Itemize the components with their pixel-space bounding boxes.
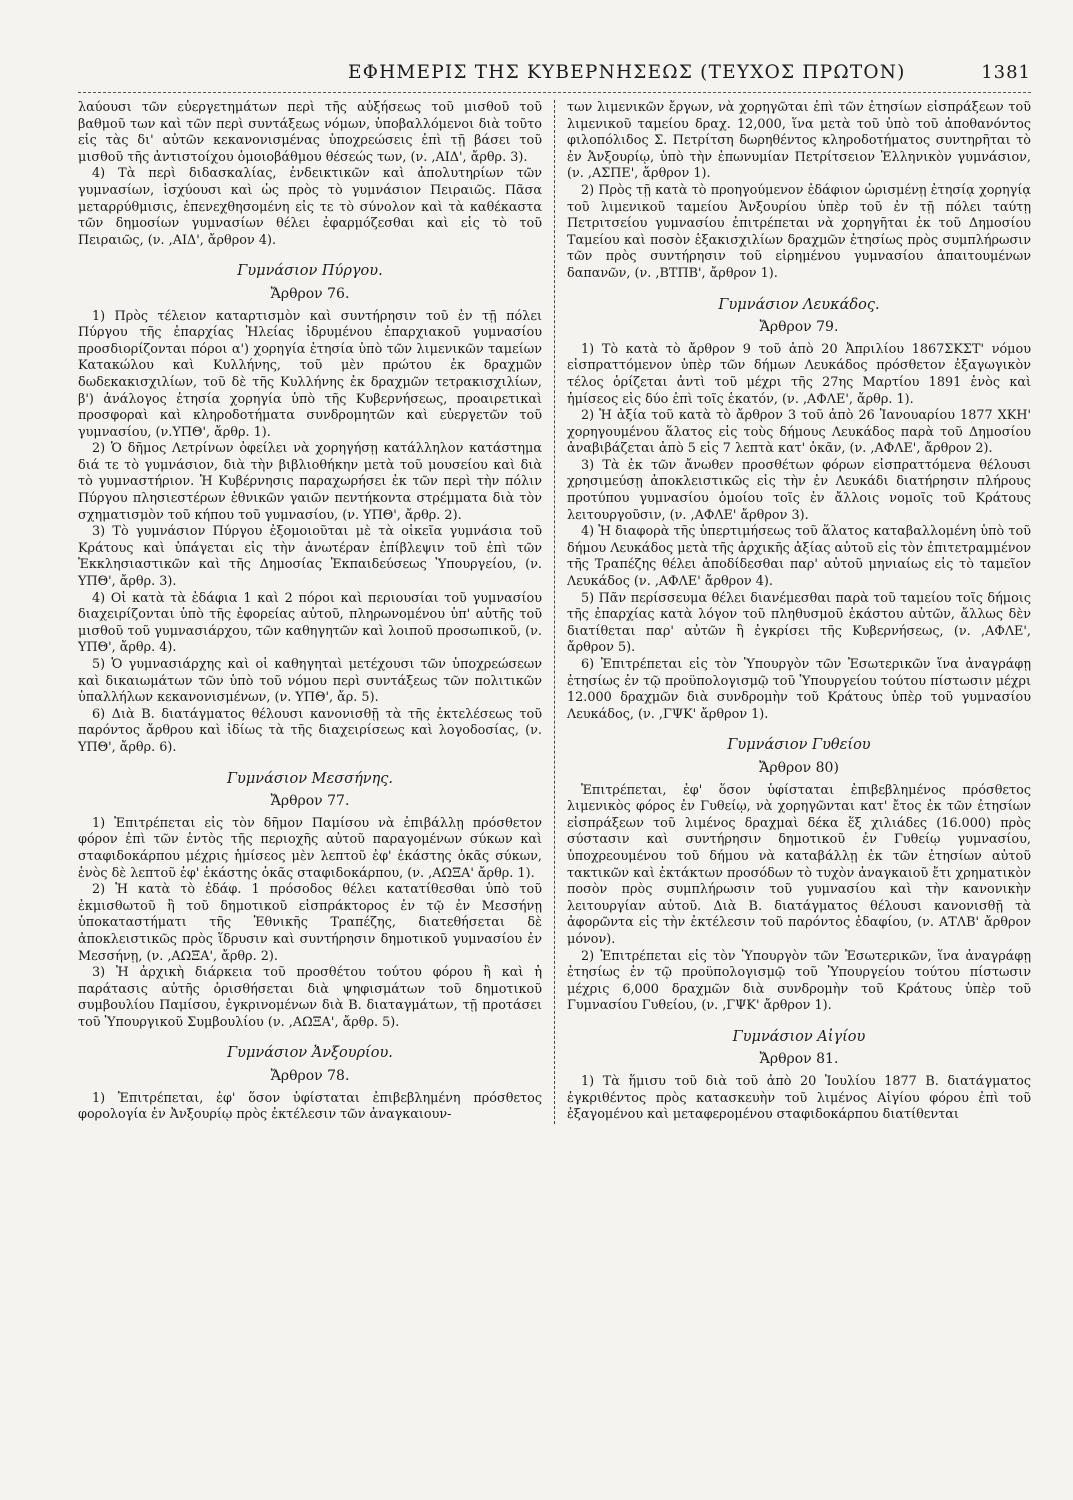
article-number: Ἄρθρον 77. xyxy=(270,793,350,810)
paragraph: 2) Ἡ κατὰ τὸ ἐδάφ. 1 πρόσοδος θέλει κατατίθεσθαι ὑπὸ τοῦ ἐκμισθωτοῦ ἢ τοῦ δημοτικοῦ εἰσπράκτορος ἐν τῷ ἐν Μεσσήνῃ ὑποκαταστήματι τῆς Ἐθνικῆς Τραπέζης, διατεθήσεται δὲ ἀποκλειστικῶς πρὸς ἵδρυσιν καὶ συντήρησιν δημοτικοῦ γυμνασίου ἐν Μεσσήνῃ, (ν. ,ΑΩΞΑ', ἄρθρ. 2). xyxy=(78,882,542,964)
page-header xyxy=(78,0,1031,82)
section-heading: Γυμνάσιον Πύργου. xyxy=(237,263,383,280)
paragraph: 2) Ὁ δῆμος Λετρίνων ὀφείλει νὰ χορηγήσῃ κατάλληλον κατάστημα διά τε τὸ γυμνάσιον, διὰ τὴν βιβλιοθήκην μετὰ τοῦ μουσείου καὶ διὰ τὸ γυμναστήριον. Ἡ Κυβέρνησις παραχωρήσει ἐκ τῶν περὶ τὴν πόλιν Πύργου πλησιεστέρων ἐθνικῶν γαιῶν πεντήκοντα στρέμματα διὰ τὸν σχηματισμὸν τοῦ κήπου τοῦ γυμνασίου, (ν. ΥΠΘ', ἄρθρ. 2). xyxy=(78,441,542,523)
paragraph: 2) Ἡ ἀξία τοῦ κατὰ τὸ ἄρθρον 3 τοῦ ἀπὸ 26 Ἰανουαρίου 1877 ΧΚΗ' χορηγουμένου ἅλατος εἰς τοὺς δήμους Λευκάδος παρὰ τοῦ Δημοσίου ἀναβιβάζεται ἀπὸ 5 εἰς 7 λεπτὰ κατ' ὀκᾶν, (ν. ,ΑΦΛΕ', ἄρθρον 2). xyxy=(567,408,1031,457)
article-number: Ἄρθρον 78. xyxy=(270,1068,350,1085)
paragraph: 1) Τὰ ἥμισυ τοῦ διὰ τοῦ ἀπὸ 20 Ἰουλίου 1877 Β. διατάγματος ἐγκριθέντος πρὸς κατασκευὴν τοῦ λιμένος Αἰγίου φόρου ἐπὶ τοῦ ἐξαγομένου καὶ μεταφερομένου σταφιδοκάρπου διατίθενται xyxy=(567,1074,1031,1123)
left-column xyxy=(78,100,554,1124)
paragraph: 4) Ἡ διαφορὰ τῆς ὑπερτιμήσεως τοῦ ἅλατος καταβαλλομένη ὑπὸ τοῦ δήμου Λευκάδος μετὰ τῆς ἀρχικῆς ἀξίας αὐτοῦ εἰς τὸν ἐπιτετραμμένον τῆς Τραπέζης θέλει ἀποδίδεσθαι παρ' αὐτοῦ μηνιαίως εἰς τὸ ταμεῖον Λευκάδος (ν. ,ΑΦΛΕ' ἄρθρον 4). xyxy=(567,524,1031,590)
paragraph: 1) Ἐπιτρέπεται εἰς τὸν δῆμον Παμίσου νὰ ἐπιβάλλῃ πρόσθετον φόρον ἐπὶ τῶν ἐντὸς τῆς περιοχῆς αὐτοῦ παραγομένων σύκων καὶ σταφιδοκάρπου μέχρις ἡμίσεος μὲν λεπτοῦ ἐφ' ἑκάστης ὀκᾶς σύκων, ἑνὸς δὲ λεπτοῦ ἐφ' ἑκάστης ὀκᾶς σταφιδοκάρπου, (ν. ,ΑΩΞΑ' ἄρθρ. 1). xyxy=(78,815,542,881)
paragraph: 6) Διὰ Β. διατάγματος θέλουσι κανονισθῇ τὰ τῆς ἐκτελέσεως τοῦ παρόντος ἄρθρου καὶ ἰδίως τὰ τῆς διαχειρίσεως καὶ λογοδοσίας, (ν. ΥΠΘ', ἄρθρ. 6). xyxy=(78,706,542,755)
article-number: Ἄρθρον 79. xyxy=(759,319,839,336)
paragraph: 3) Τὸ γυμνάσιον Πύργου ἐξομοιοῦται μὲ τὰ οἰκεῖα γυμνάσια τοῦ Κράτους καὶ ὑπάγεται εἰς τὴν ἀνωτέραν ἐπίβλεψιν τοῦ ἐπὶ τῶν Ἐκκλησιαστικῶν καὶ τῆς Δημοσίας Ἐκπαιδεύσεως Ὑπουργείου, (ν. ΥΠΘ', ἄρθρ. 3). xyxy=(78,524,542,590)
article-number: Ἄρθρον 81. xyxy=(759,1051,839,1068)
paragraph: 2) Πρὸς τῇ κατὰ τὸ προηγούμενον ἐδάφιον ὡρισμένῃ ἐτησίᾳ χορηγίᾳ τοῦ λιμενικοῦ ταμείου Ἀνξουρίου ὑπὲρ τοῦ ἐν τῇ πόλει ταύτῃ Πετριτσείου γυμνασίου ἐπιτρέπεται νὰ χορηγῆται ἐκ τοῦ Δημοσίου Ταμείου καὶ ποσὸν ἑξακισχιλίων δραχμῶν ἐτησίως πρὸς συμπλήρωσιν τῶν πρὸς συντήρησιν τοῦ εἰρημένου γυμνασίου ἀπαιτουμένων δαπανῶν, (ν. ,ΒΤΠΒ', ἄρθρον 1). xyxy=(567,182,1031,281)
paragraph: 2) Ἐπιτρέπεται εἰς τὸν Ὑπουργὸν τῶν Ἐσωτερικῶν, ἵνα ἀναγράφῃ ἐτησίως ἐν τῷ προϋπολογισμῷ τοῦ Ὑπουργείου τούτου πίστωσιν μέχρις 6,000 δραχμῶν διὰ συνδρομὴν τοῦ Κράτους ὑπὲρ τοῦ Γυμνασίου Γυθείου, (ν. ,ΓΨΚ' ἄρθρον 1). xyxy=(567,948,1031,1014)
header-title: ΕΦΗΜΕΡΙΣ ΤΗΣ ΚΥΒΕΡΝΗΣΕΩΣ (ΤΕΥΧΟΣ ΠΡΩΤΟΝ) xyxy=(348,62,906,83)
paragraph: 1) Πρὸς τέλειον καταρτισμὸν καὶ συντήρησιν τοῦ ἐν τῇ πόλει Πύργου τῆς ἐπαρχίας Ἠλείας ἱδρυμένου ἐπαρχιακοῦ γυμνασίου προσδιορίζονται πόροι α') χορηγία ἐτησία ὑπὸ τῶν λιμενικῶν ταμείων Κατακώλου καὶ Κυλλήνης, τοῦ μὲν πρώτου ἐκ δραχμῶν δωδεκακισχιλίων, τοῦ δὲ τῆς Κυλλήνης ἐκ δραχμῶν τετρακισχιλίων, β') ἀνάλογος ἐτησία χορηγία ὑπὸ τῆς Κυβερνήσεως, προαιρετικαὶ προσφοραὶ καὶ κληροδοτήματα συνδρομητῶν καὶ εὐεργετῶν τοῦ γυμνασίου, (ν.ΥΠΘ', ἄρθρ. 1). xyxy=(78,308,542,440)
paragraph: 5) Ὁ γυμνασιάρχης καὶ οἱ καθηγηταὶ μετέχουσι τῶν ὑποχρεώσεων καὶ δικαιωμάτων τῶν ὑπὸ τοῦ νόμου περὶ συντάξεως τῶν πολιτικῶν ὑπαλλήλων κεκανονισμένων, (ν. ΥΠΘ', ἄρ. 5). xyxy=(78,657,542,706)
paragraph: 1) Ἐπιτρέπεται, ἐφ' ὅσον ὑφίσταται ἐπιβεβλημένη πρόσθετος φορολογία ἐν Ἀνξουρίῳ πρὸς ἐκτέλεσιν τῶν ἀναγκαιουν- xyxy=(78,1090,542,1123)
paragraph: 4) Τὰ περὶ διδασκαλίας, ἐνδεικτικῶν καὶ ἀπολυτηρίων τῶν γυμνασίων, ἰσχύουσι καὶ ὡς πρὸς τὸ γυμνάσιον Πειραιῶς. Πᾶσα μεταρρύθμισις, ἐπενεχθησομένη εἰς τε τὸ σύνολον καὶ τὰ καθέκαστα τῶν δημοσίων γυμνασίων θέλει ἐφαρμόζεσθαι καὶ εἰς τὸ τοῦ Πειραιῶς, (ν. ,ΑΙΔ', ἄρθρον 4). xyxy=(78,166,542,248)
right-column xyxy=(554,100,1031,1124)
paragraph: 3) Ἡ ἀρχικὴ διάρκεια τοῦ προσθέτου τούτου φόρου ἢ καὶ ἡ παράτασις αὐτῆς ὁρισθήσεται διὰ ψηφισμάτων τοῦ δημοτικοῦ συμβουλίου Παμίσου, ἐγκρινομένων διὰ Β. διαταγμάτων, τῇ προτάσει τοῦ Ὑπουργικοῦ Συμβουλίου (ν. ,ΑΩΞΑ', ἄρθρ. 5). xyxy=(78,965,542,1030)
paragraph: 3) Τὰ ἐκ τῶν ἄνωθεν προσθέτων φόρων εἰσπραττόμενα θέλουσι χρησιμεύσῃ ἀποκλειστικῶς εἰς τὴν ἐν Λευκάδι διατήρησιν πλήρους προτύπου γυμνασίου ὁμοίου τοῖς ἐν ἄλλοις νομοῖς τοῦ Κράτους λειτουργοῦσιν, (ν. ,ΑΦΛΕ' ἄρθρον 3). xyxy=(567,457,1031,523)
header-rule xyxy=(78,92,1031,93)
text-columns xyxy=(78,100,1031,1124)
section-heading: Γυμνάσιον Μεσσήνης. xyxy=(227,770,393,787)
section-heading: Γυμνάσιον Γυθείου xyxy=(727,737,871,754)
article-number: Ἄρθρον 80) xyxy=(759,759,839,776)
paragraph: Ἐπιτρέπεται, ἐφ' ὅσον ὑφίσταται ἐπιβεβλημένος πρόσθετος λιμενικὸς φόρος ἐν Γυθείῳ, νὰ χορηγῶνται κατ' ἔτος ἐκ τῶν ἐτησίων εἰσπράξεων τοῦ λιμένος δραχμαὶ δέκα ἕξ χιλιάδες (16.000) πρὸς σύστασιν καὶ συντήρησιν δημοτικοῦ ἐν Γυθείῳ γυμνασίου, ὑποχρεουμένου τοῦ δήμου νὰ καταβάλλῃ ἐκ τῶν ἐτησίων αὐτοῦ τακτικῶν καὶ ἐκτάκτων προσόδων τὸ τυχὸν ἀναγκαιοῦ ἔτι χρηματικὸν ποσὸν πρὸς συμπλήρωσιν τοῦ γυμνασίου καὶ τὴν κανονικὴν λειτουργίαν αὐτοῦ. Διὰ Β. διατάγματος θέλουσι κανονισθῇ τὰ ἀφορῶντα εἰς τὴν ἐκτέλεσιν τοῦ παρόντος ἐδαφίου, (ν. ΑΤΛΒ' ἄρθρον μόνον). xyxy=(567,782,1031,947)
section-heading: Γυμνάσιον Λευκάδος. xyxy=(718,296,880,313)
paragraph: λαύουσι τῶν εὐεργετημάτων περὶ τῆς αὐξήσεως τοῦ μισθοῦ τοῦ βαθμοῦ των καὶ τῶν περὶ συντάξεως νόμων, ὑποβαλλόμενοι διὰ τοῦτο εἰς τὰς δι' αὐτῶν κεκανονισμένας ὑποχρεώσεις ἐπὶ τῇ βάσει τοῦ μισθοῦ τῆς ἀντιστοίχου ὁμοιοβάθμου θέσεώς των, (ν. ,ΑΙΔ', ἄρθρ. 3). xyxy=(78,100,542,165)
paragraph: 4) Οἱ κατὰ τὰ ἐδάφια 1 καὶ 2 πόροι καὶ περιουσίαι τοῦ γυμνασίου διαχειρίζονται ὑπὸ τῆς ἐφορείας αὐτοῦ, πληρωνομένου ὑπ' αὐτῆς τοῦ μισθοῦ τοῦ γυμνασιάρχου, τῶν καθηγητῶν καὶ λοιποῦ προσωπικοῦ, (ν. ΥΠΘ', ἄρθρ. 4). xyxy=(78,590,542,656)
paragraph: των λιμενικῶν ἔργων, νὰ χορηγῶται ἐπὶ τῶν ἐτησίων εἰσπράξεων τοῦ λιμενικοῦ ταμείου δραχ. 12,000, ἵνα μετὰ τοῦ ὑπὸ τοῦ ἀποθανόντος φιλοπόλιδος Σ. Πετρίτση δωρηθέντος κληροδοτήματος συντηρῆται τὸ ἐν Ἀνξουρίῳ, ὑπὸ τὴν ἐπωνυμίαν Πετρίτσειον Ἑλληνικὸν γυμνάσιον, (ν. ,ΑΣΠΕ', ἄρθρον 1). xyxy=(567,100,1031,182)
paragraph: 6) Ἐπιτρέπεται εἰς τὸν Ὑπουργὸν τῶν Ἐσωτερικῶν ἵνα ἀναγράφῃ ἐτησίως ἐν τῷ προϋπολογισμῷ τοῦ Ὑπουργείου τούτου πίστωσιν μέχρι 12.000 δραχμῶν διὰ συνδρομὴν τοῦ Κράτους ὑπὲρ τοῦ γυμνασίου Λευκάδος, (ν. ,ΓΨΚ' ἄρθρον 1). xyxy=(567,657,1031,722)
article-number: Ἄρθρον 76. xyxy=(270,285,350,302)
page-number: 1381 xyxy=(981,62,1031,83)
paragraph: 5) Πᾶν περίσσευμα θέλει διανέμεσθαι παρὰ τοῦ ταμείου τοῖς δήμοις τῆς ἐπαρχίας κατὰ λόγον τοῦ πληθυσμοῦ ἑκάστου αὐτῶν, ἄλλως δὲν διατίθεται παρ' αὐτῶν ἢ ἐγκρίσει τῆς Κυβερνήσεως, (ν. ,ΑΦΛΕ', ἄρθρον 5). xyxy=(567,590,1031,656)
section-heading: Γυμνάσιον Ἀνξουρίου. xyxy=(227,1045,393,1062)
section-heading: Γυμνάσιον Αἰγίου xyxy=(732,1028,866,1045)
paragraph: 1) Τὸ κατὰ τὸ ἄρθρον 9 τοῦ ἀπὸ 20 Ἀπριλίου 1867ΣΚΣΤ' νόμου εἰσπραττόμενον ὑπὲρ τῶν δήμων Λευκάδος πρόσθετον ἐξαγωγικὸν τέλος ὁρίζεται ἀντὶ τοῦ μέχρι τῆς 27ης Μαρτίου 1891 ἑνὸς καὶ ἡμίσεος εἰς δύο ἐπὶ τοῖς ἑκατόν, (ν. ,ΑΦΛΕ', ἄρθρ. 1). xyxy=(567,341,1031,407)
